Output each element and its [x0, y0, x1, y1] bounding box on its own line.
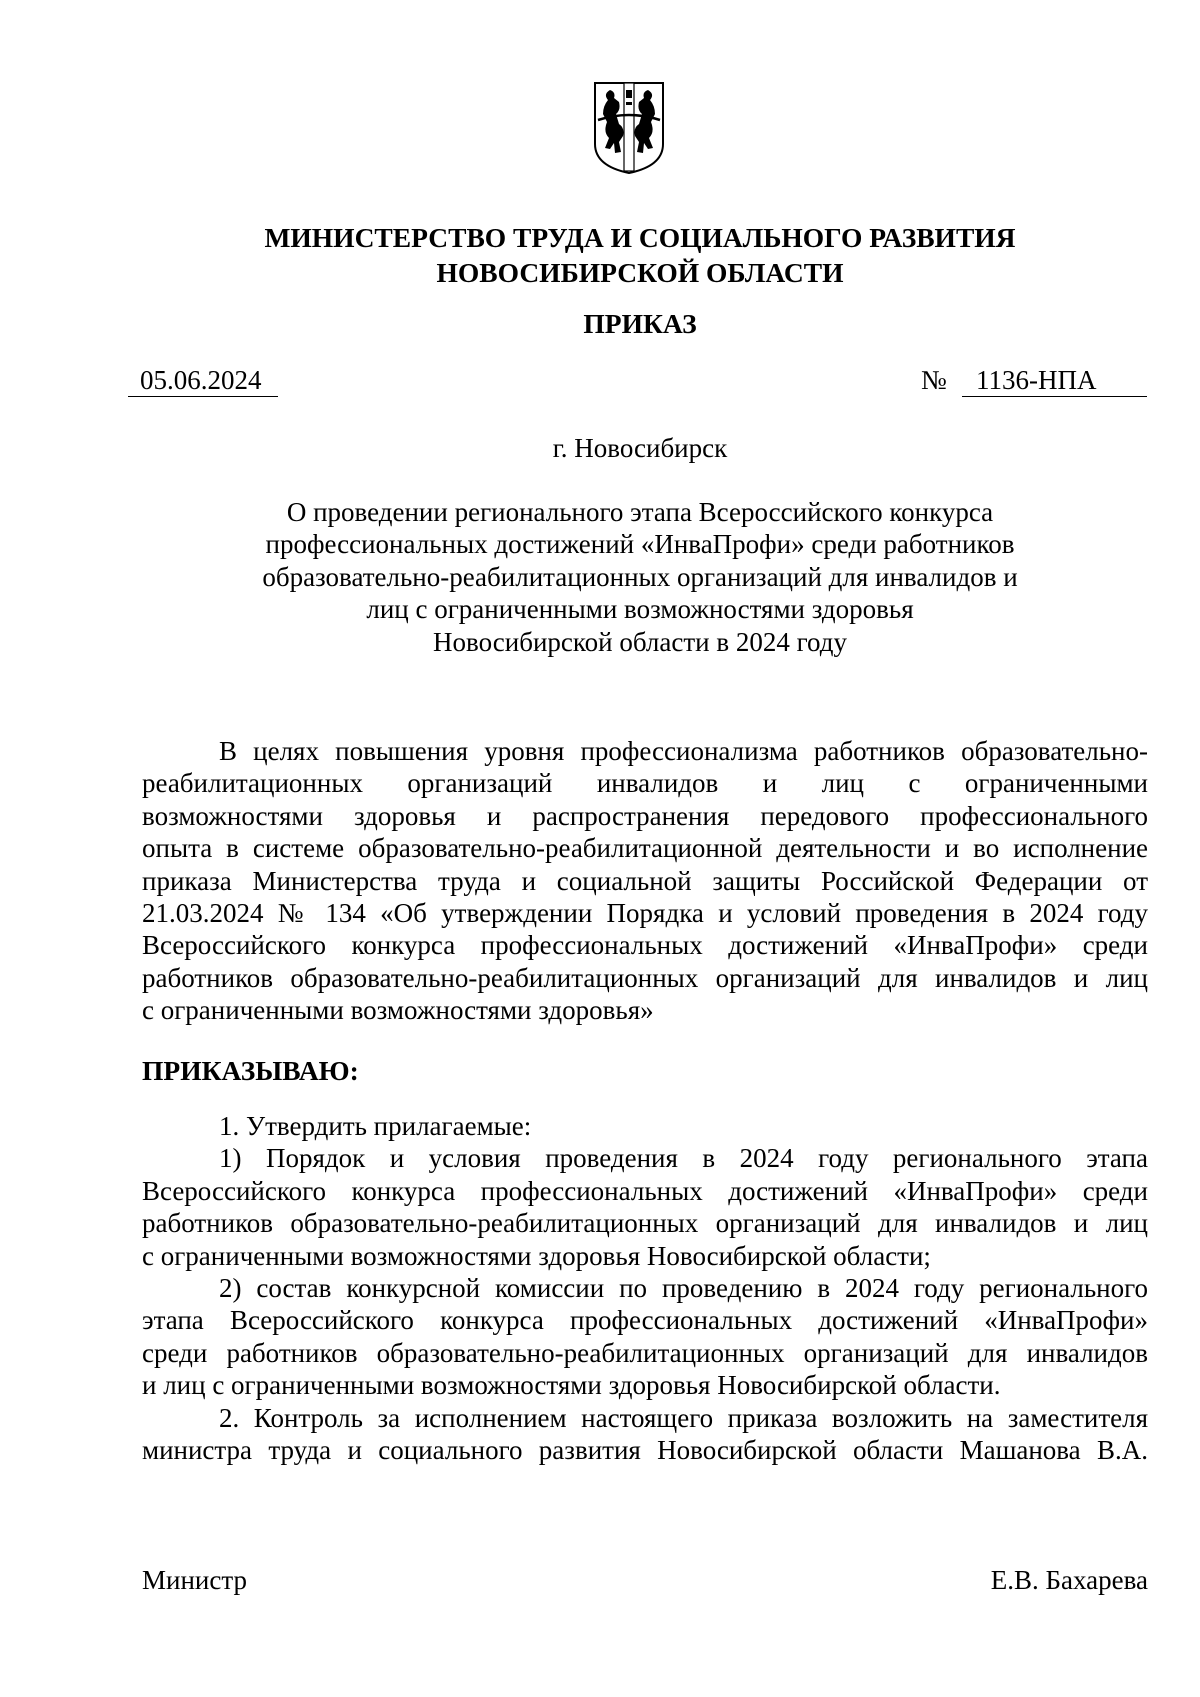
order-item-line: этапа Всероссийского конкурса профессиональных достижений «ИнваПрофи»: [142, 1305, 1148, 1336]
order-subject: [240, 496, 1040, 658]
subject-line: профессиональных достижений «ИнваПрофи» среди работников: [265, 529, 1015, 560]
order-items: [142, 1110, 1148, 1466]
subject-line: лиц с ограниченными возможностями здоровья: [366, 594, 914, 625]
preamble-line: Всероссийского конкурса профессиональных достижений «ИнваПрофи» среди: [142, 930, 1148, 961]
preamble-line: 21.03.2024 № 134 «Об утверждении Порядка и условий проведения в 2024 году: [142, 898, 1148, 929]
order-item-line: министра труда и социального развития Новосибирской области Машанова В.А.: [142, 1435, 1148, 1466]
order-number: 1136-НПА: [962, 364, 1147, 397]
order-item-line: 1. Утвердить прилагаемые:: [219, 1111, 532, 1141]
signatory-position: Министр: [142, 1565, 247, 1595]
ministry-name-line-1: МИНИСТЕРСТВО ТРУДА И СОЦИАЛЬНОГО РАЗВИТИЯ: [264, 222, 1016, 253]
signatory-name: Е.В. Бахарева: [990, 1565, 1148, 1595]
subject-line: О проведении регионального этапа Всероссийского конкурса: [286, 497, 994, 527]
orders-heading: ПРИКАЗЫВАЮ:: [142, 1055, 359, 1086]
preamble-line: приказа Министерства труда и социальной защиты Российской Федерации от: [142, 865, 1148, 896]
subject-line: образовательно-реабилитационных организаций для инвалидов и: [262, 561, 1018, 592]
subject-line: Новосибирской области в 2024 году: [433, 626, 847, 657]
order-item-line: и лиц с ограниченными возможностями здоровья Новосибирской области.: [142, 1370, 1001, 1401]
preamble-line: опыта в системе образовательно-реабилитационной деятельности и во исполнение: [142, 833, 1148, 864]
order-item-line: 2. Контроль за исполнением настоящего приказа возложить на заместителя: [219, 1402, 1148, 1433]
novosibirsk-coat-of-arms-icon: [592, 80, 666, 176]
preamble-line: возможностями здоровья и распространения передового профессионального: [142, 800, 1148, 831]
order-item-line: работников образовательно-реабилитационных организаций для инвалидов и лиц: [142, 1208, 1148, 1239]
document-type: ПРИКАЗ: [583, 308, 697, 339]
preamble-line: реабилитационных организаций инвалидов и лиц с ограниченными: [142, 768, 1148, 799]
preamble-line: В целях повышения уровня профессионализма работников образовательно-: [219, 736, 1148, 766]
number-sign: №: [921, 365, 947, 395]
preamble-paragraph: [142, 735, 1148, 1027]
preamble-line: работников образовательно-реабилитационных организаций для инвалидов и лиц: [142, 962, 1148, 993]
ministry-name-line-2: НОВОСИБИРСКОЙ ОБЛАСТИ: [436, 257, 844, 288]
order-item-line: 2) состав конкурсной комиссии по проведению в 2024 году регионального: [219, 1273, 1148, 1304]
order-item-line: с ограниченными возможностями здоровья Новосибирской области;: [142, 1240, 931, 1271]
city: г. Новосибирск: [552, 433, 728, 463]
preamble-line: с ограниченными возможностями здоровья»: [142, 995, 654, 1026]
order-item-line: среди работников образовательно-реабилитационных организаций для инвалидов: [142, 1337, 1148, 1368]
order-item-line: 1) Порядок и условия проведения в 2024 году регионального этапа: [219, 1143, 1148, 1174]
order-date: 05.06.2024: [128, 364, 278, 397]
order-item-line: Всероссийского конкурса профессиональных достижений «ИнваПрофи» среди: [142, 1175, 1148, 1206]
